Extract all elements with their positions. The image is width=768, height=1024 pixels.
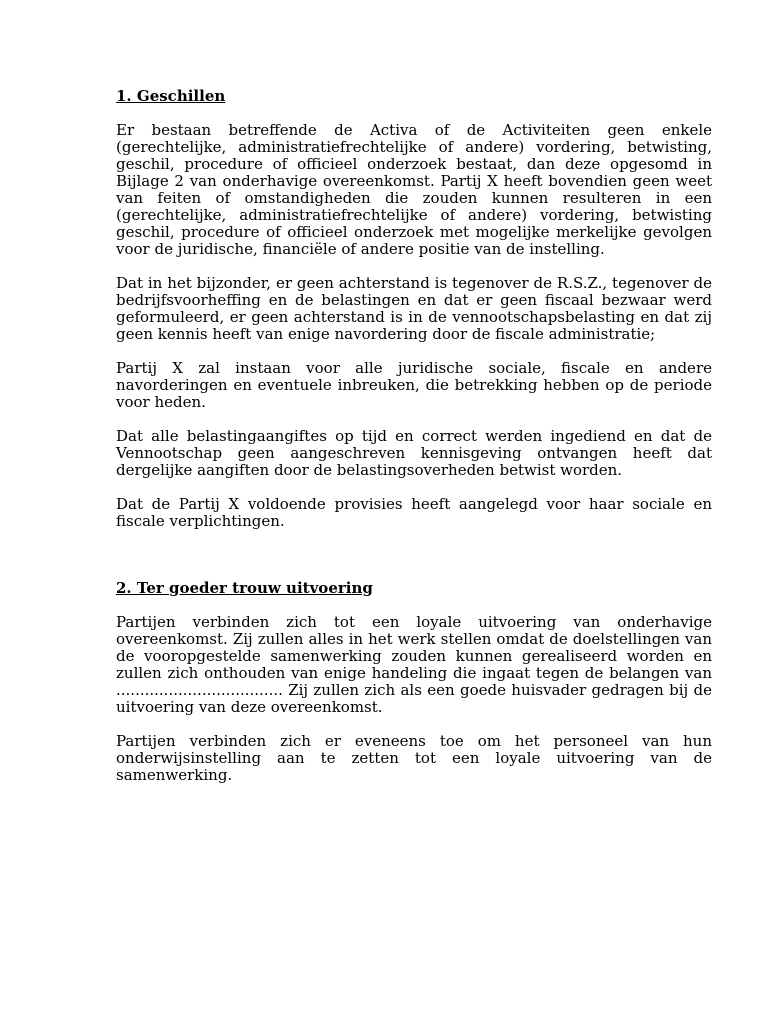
document-page <box>116 88 712 784</box>
section-ter-goeder-trouw <box>116 580 712 784</box>
paragraph: Dat in het bijzonder, er geen achterstand is tegenover de R.S.Z., tegenover de bedrijfsvoorheffing en de belastingen en dat er geen fiscaal bezwaar werd geformuleerd, er geen achterstand is in de vennootschapsbelasting en dat zij geen kennis heeft van enige navordering door de fiscale administratie; <box>116 274 712 343</box>
section-geschillen <box>116 88 712 530</box>
section-heading: 1. Geschillen <box>116 87 226 105</box>
paragraph: Partij X zal instaan voor alle juridische sociale, fiscale en andere navorderingen en eventuele inbreuken, die betrekking hebben op de periode voor heden. <box>116 359 712 411</box>
paragraph: Dat alle belastingaangiftes op tijd en correct werden ingediend en dat de Vennootschap geen aangeschreven kennisgeving ontvangen heeft dat dergelijke aangiften door de belastingsoverheden betwist worden. <box>116 427 712 479</box>
paragraph: Partijen verbinden zich tot een loyale uitvoering van onderhavige overeenkomst. Zij zullen alles in het werk stellen omdat de doelstellingen van de vooropgestelde samenwerking zouden kunnen gerealiseerd worden en zullen zich onthouden van enige handeling die ingaat tegen de belangen van ................................... Zij zullen zich als een goede huisvader gedragen bij de uitvoering van deze overeenkomst. <box>116 613 712 716</box>
section-heading: 2. Ter goeder trouw uitvoering <box>116 579 373 597</box>
paragraph: Partijen verbinden zich er eveneens toe om het personeel van hun onderwijsinstelling aan te zetten tot een loyale uitvoering van de samenwerking. <box>116 732 712 784</box>
paragraph: Er bestaan betreffende de Activa of de Activiteiten geen enkele (gerechtelijke, administratiefrechtelijke of andere) vordering, betwisting, geschil, procedure of officieel onderzoek bestaat, dan deze opgesomd in Bijlage 2 van onderhavige overeenkomst. Partij X heeft bovendien geen weet van feiten of omstandigheden die zouden kunnen resulteren in een (gerechtelijke, administratiefrechtelijke of andere) vordering, betwisting geschil, procedure of officieel onderzoek met mogelijke merkelijke gevolgen voor de juridische, financiële of andere positie van de instelling. <box>116 121 712 258</box>
paragraph: Dat de Partij X voldoende provisies heeft aangelegd voor haar sociale en fiscale verplichtingen. <box>116 495 712 530</box>
